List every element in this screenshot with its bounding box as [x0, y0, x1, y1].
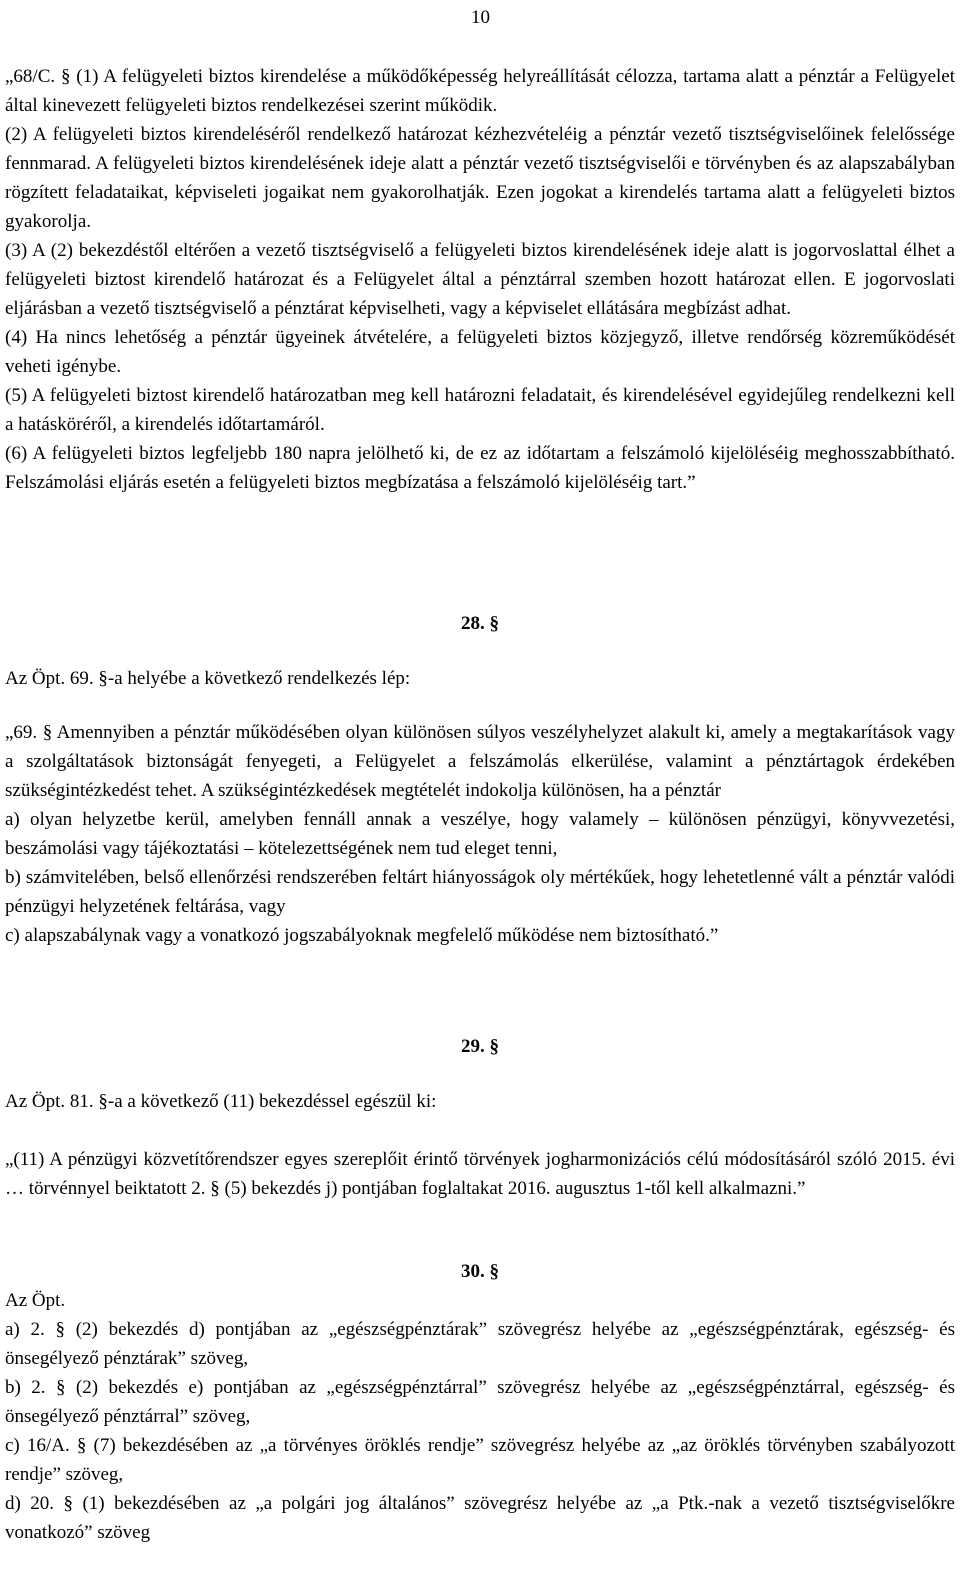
section-30-text: [5, 1286, 955, 1547]
paragraph: b) 2. § (2) bekezdés e) pontjában az „egészségpénztárral” szövegrész helyébe az „egészségpénztárral, egészség- és önsegélyező pénztárral” szöveg,: [5, 1377, 955, 1427]
paragraph: „69. § Amennyiben a pénztár működésében olyan különösen súlyos veszélyhelyzet alakult ki, amely a megtakarítások vagy a szolgáltatások biztonságát fenyegeti, a Felügyelet a felszámolás elkerülése, valamint a pénztártagok érdekében szükségintézkedést tehet. A szükségintézkedések megtételét indokolja különösen, ha a pénztár: [5, 722, 955, 801]
amendment-intro: Az Öpt. 69. §-a helyébe a következő rendelkezés lép:: [5, 668, 411, 689]
section-heading: 29. §: [461, 1036, 499, 1057]
paragraph: (2) A felügyeleti biztos kirendeléséről rendelkező határozat kézhezvételéig a pénztár vezető tisztségviselőinek felelőssége fennmarad. A felügyeleti biztos kirendelésének ideje alatt a pénztár vezető tisztségviselői e törvényben és az alapszabályban rögzített feladataikat, képviseleti jogaikat nem gyakorolhatják. Ezen jogokat a kirendelés tartama alatt a felügyeleti biztos gyakorolja.: [5, 124, 955, 232]
page-number: 10: [471, 7, 490, 28]
paragraph: (6) A felügyeleti biztos legfeljebb 180 napra jelölhető ki, de ez az időtartam a felszámoló kijelöléséig meghosszabbítható. Felszámolási eljárás esetén a felügyeleti biztos megbízatása a felszámoló kijelöléséig tart.”: [5, 443, 955, 493]
paragraph: d) 20. § (1) bekezdésében az „a polgári jog általános” szövegrész helyébe az „a Ptk.-nak a vezető tisztségviselőkre vonatkozó” szöveg: [5, 1493, 955, 1543]
paragraph: „68/C. § (1) A felügyeleti biztos kirendelése a működőképesség helyreállítását célozza, tartama alatt a pénztár a Felügyelet által kinevezett felügyeleti biztos rendelkezései szerint működik.: [5, 66, 955, 116]
paragraph: c) 16/A. § (7) bekezdésében az „a törvényes öröklés rendje” szövegrész helyébe az „az öröklés törvényben szabályozott rendje” szöveg,: [5, 1435, 955, 1485]
section-heading: 30. §: [461, 1261, 499, 1282]
amendment-intro: Az Öpt. 81. §-a a következő (11) bekezdéssel egészül ki:: [5, 1091, 437, 1112]
section-28-text: [5, 718, 955, 950]
paragraph: (5) A felügyeleti biztost kirendelő határozatban meg kell határozni feladatait, és kirendelésével egyidejűleg rendelkezni kell a hatásköréről, a kirendelés időtartamáról.: [5, 385, 955, 435]
paragraph: Az Öpt.: [5, 1290, 66, 1311]
paragraph: „(11) A pénzügyi közvetítőrendszer egyes szereplőit érintő törvények jogharmonizációs célú módosításáról szóló 2015. évi … törvénnyel beiktatott 2. § (5) bekezdés j) pontjában foglaltakat 2016. augusztus 1-től kell alkalmazni.”: [5, 1149, 955, 1199]
section-68c-text: [5, 62, 955, 497]
section-heading: 28. §: [461, 613, 499, 634]
paragraph: (4) Ha nincs lehetőség a pénztár ügyeinek átvételére, a felügyeleti biztos közjegyző, illetve rendőrség közreműködését veheti igénybe.: [5, 327, 955, 377]
paragraph: a) 2. § (2) bekezdés d) pontjában az „egészségpénztárak” szövegrész helyébe az „egészségpénztárak, egészség- és önsegélyező pénztárak” szöveg,: [5, 1319, 955, 1369]
paragraph: a) olyan helyzetbe kerül, amelyben fennáll annak a veszélye, hogy valamely – különösen pénzügyi, könyvvezetési, beszámolási vagy tájékoztatási – kötelezettségének nem tud eleget tenni,: [5, 809, 955, 859]
section-29-text: [5, 1145, 955, 1203]
paragraph: (3) A (2) bekezdéstől eltérően a vezető tisztségviselő a felügyeleti biztos kirendelésének ideje alatt is jogorvoslattal élhet a felügyeleti biztost kirendelő határozat és a Felügyelet által a pénztárral szemben hozott határozat ellen. E jogorvoslati eljárásban a vezető tisztségviselő a pénztárat képviselheti, vagy a képviselet ellátására megbízást adhat.: [5, 240, 955, 319]
paragraph: c) alapszabálynak vagy a vonatkozó jogszabályoknak megfelelő működése nem biztosítható.”: [5, 925, 719, 946]
paragraph: b) számvitelében, belső ellenőrzési rendszerében feltárt hiányosságok oly mértékűek, hogy lehetetlenné vált a pénztár valódi pénzügyi helyzetének feltárása, vagy: [5, 867, 955, 917]
